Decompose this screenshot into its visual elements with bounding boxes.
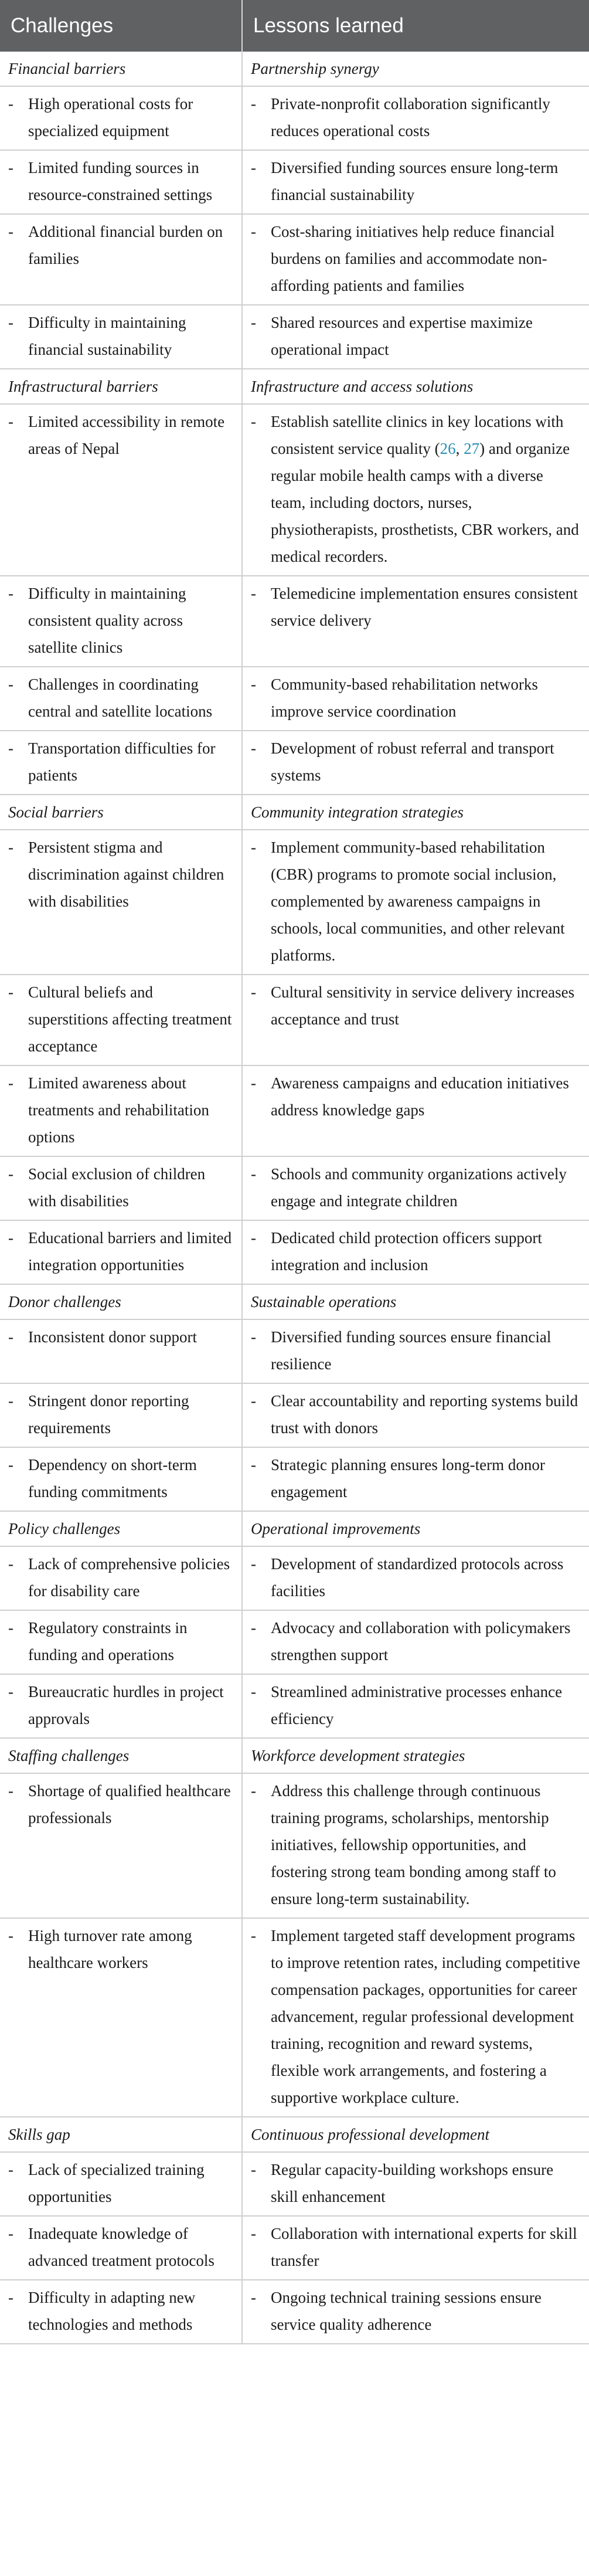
item-text: Development of robust referral and transport systems	[271, 739, 554, 784]
table-row	[0, 1065, 589, 1156]
item-dash: -	[251, 2289, 256, 2306]
table-row	[0, 576, 589, 667]
item-dash: -	[251, 413, 256, 430]
challenge-cell	[0, 576, 242, 667]
challenge-cell	[0, 667, 242, 731]
item-text: Bureaucratic hurdles in project approvals	[28, 1683, 224, 1727]
item-dash: -	[251, 1555, 256, 1573]
item-dash: -	[251, 585, 256, 602]
section-challenge-category: Infrastructural barriers	[0, 369, 242, 404]
list-item	[8, 580, 233, 661]
lesson-cell	[242, 1918, 589, 2117]
item-dash: -	[8, 159, 13, 177]
list-item	[251, 1323, 581, 1377]
list-item	[8, 1678, 233, 1732]
challenge-cell	[0, 1918, 242, 2117]
item-dash: -	[251, 1683, 256, 1701]
item-text: Private-nonprofit collaboration significantly reduces operational costs	[271, 95, 550, 140]
challenge-cell	[0, 2280, 242, 2344]
item-text: Regulatory constraints in funding and operations	[28, 1619, 188, 1664]
item-text: High turnover rate among healthcare workers	[28, 1927, 192, 1971]
item-dash: -	[8, 1683, 13, 1701]
list-item	[8, 979, 233, 1060]
list-item	[8, 408, 233, 462]
item-dash: -	[251, 839, 256, 856]
header-challenges: Challenges	[0, 0, 242, 52]
item-text: Advocacy and collaboration with policymakers strengthen support	[271, 1619, 571, 1664]
item-text: Difficulty in maintaining consistent quality across satellite clinics	[28, 585, 186, 656]
item-dash: -	[8, 314, 13, 331]
challenge-cell	[0, 1773, 242, 1918]
item-dash: -	[251, 1165, 256, 1183]
challenge-cell	[0, 305, 242, 369]
item-dash: -	[251, 1927, 256, 1944]
item-dash: -	[251, 2225, 256, 2242]
item-text: Additional financial burden on families	[28, 223, 223, 267]
list-item	[8, 2284, 233, 2338]
table-row	[0, 1610, 589, 1674]
item-text: Schools and community organizations actively engage and integrate children	[271, 1165, 567, 1210]
challenge-cell	[0, 2216, 242, 2280]
lesson-cell	[242, 1065, 589, 1156]
item-text: Persistent stigma and discrimination against children with disabilities	[28, 839, 224, 910]
list-item	[8, 1550, 233, 1604]
list-item	[251, 1614, 581, 1668]
lesson-cell	[242, 305, 589, 369]
challenge-cell	[0, 731, 242, 795]
list-item	[251, 834, 581, 969]
item-text: Limited awareness about treatments and rehabilitation options	[28, 1074, 209, 1146]
reference-link[interactable]: 26	[440, 440, 456, 457]
item-text: Educational barriers and limited integration opportunities	[28, 1229, 232, 1274]
challenge-cell	[0, 1610, 242, 1674]
list-item	[251, 580, 581, 634]
item-dash: -	[251, 1456, 256, 1474]
item-text: Cultural sensitivity in service delivery increases acceptance and trust	[271, 983, 575, 1028]
section-challenge-category: Policy challenges	[0, 1511, 242, 1546]
item-dash: -	[8, 983, 13, 1001]
item-dash: -	[251, 983, 256, 1001]
list-item	[8, 2156, 233, 2210]
lesson-cell	[242, 150, 589, 214]
lesson-cell	[242, 1319, 589, 1383]
item-dash: -	[8, 1392, 13, 1410]
section-header-row	[0, 1284, 589, 1319]
table-row	[0, 1447, 589, 1511]
challenge-cell	[0, 1383, 242, 1447]
item-text: Limited funding sources in resource-constrained settings	[28, 159, 213, 203]
item-dash: -	[8, 2289, 13, 2306]
item-text: Inconsistent donor support	[28, 1328, 197, 1346]
section-lesson-category: Continuous professional development	[242, 2117, 589, 2152]
section-challenge-category: Financial barriers	[0, 52, 242, 86]
table-row	[0, 404, 589, 576]
item-dash: -	[8, 1782, 13, 1800]
section-lesson-category: Workforce development strategies	[242, 1738, 589, 1773]
list-item	[8, 309, 233, 363]
list-item	[251, 1777, 581, 1912]
lesson-cell	[242, 1546, 589, 1610]
challenge-cell	[0, 86, 242, 150]
section-header-row	[0, 369, 589, 404]
table-row	[0, 2152, 589, 2216]
item-dash: -	[251, 2161, 256, 2178]
table-row	[0, 150, 589, 214]
challenge-cell	[0, 1065, 242, 1156]
item-text: Shortage of qualified healthcare professionals	[28, 1782, 231, 1827]
item-text: Difficulty in maintaining financial sustainability	[28, 314, 186, 358]
list-item	[251, 735, 581, 789]
item-text: Lack of comprehensive policies for disability care	[28, 1555, 230, 1600]
item-text: Telemedicine implementation ensures consistent service delivery	[271, 585, 578, 629]
section-lesson-category: Operational improvements	[242, 1511, 589, 1546]
item-text: Clear accountability and reporting systems build trust with donors	[271, 1392, 578, 1437]
item-dash: -	[251, 314, 256, 331]
item-dash: -	[251, 1074, 256, 1092]
table-row	[0, 1918, 589, 2117]
table-row	[0, 975, 589, 1065]
item-text: Lack of specialized training opportunities	[28, 2161, 205, 2205]
item-text: Limited accessibility in remote areas of Nepal	[28, 413, 225, 457]
table-row	[0, 1220, 589, 1284]
item-text: Implement community-based rehabilitation (CBR) programs to promote social inclusion, complemented by awareness campaigns in schools, local communities, and other relevant platforms.	[271, 839, 565, 964]
item-text: Diversified funding sources ensure financial resilience	[271, 1328, 551, 1373]
list-item	[8, 671, 233, 725]
list-item	[251, 154, 581, 208]
item-text	[271, 408, 581, 570]
item-text: Regular capacity-building workshops ensure skill enhancement	[271, 2161, 554, 2205]
item-dash: -	[8, 839, 13, 856]
section-lesson-category: Partnership synergy	[242, 52, 589, 86]
lesson-cell	[242, 404, 589, 576]
item-dash: -	[8, 1229, 13, 1247]
section-header-row	[0, 1511, 589, 1546]
challenge-cell	[0, 404, 242, 576]
reference-link[interactable]: 27	[464, 440, 480, 457]
table-row	[0, 1674, 589, 1738]
section-challenge-category: Social barriers	[0, 795, 242, 830]
section-challenge-category: Staffing challenges	[0, 1738, 242, 1773]
table-row	[0, 2216, 589, 2280]
item-text: Collaboration with international experts for skill transfer	[271, 2225, 577, 2269]
table-row	[0, 667, 589, 731]
table-row	[0, 731, 589, 795]
challenge-cell	[0, 1220, 242, 1284]
lesson-cell	[242, 214, 589, 305]
item-dash: -	[8, 1927, 13, 1944]
text-fragment: ) and organize regular mobile health camps with a diverse team, including doctors, nurses, physiotherapists, prosthetists, CBR workers, and medical recorders.	[271, 440, 579, 565]
challenge-cell	[0, 1447, 242, 1511]
lesson-cell	[242, 1610, 589, 1674]
challenge-cell	[0, 830, 242, 975]
list-item	[8, 2220, 233, 2274]
item-dash: -	[8, 2161, 13, 2178]
item-text: Ongoing technical training sessions ensure service quality adherence	[271, 2289, 542, 2333]
table-body	[0, 52, 589, 2344]
item-dash: -	[8, 676, 13, 693]
list-item	[251, 1160, 581, 1214]
item-text: High operational costs for specialized equipment	[28, 95, 193, 140]
challenge-cell	[0, 1546, 242, 1610]
section-lesson-category: Infrastructure and access solutions	[242, 369, 589, 404]
list-item	[8, 154, 233, 208]
table-row	[0, 214, 589, 305]
lesson-cell	[242, 1773, 589, 1918]
lesson-cell	[242, 1156, 589, 1220]
item-text: Transportation difficulties for patients	[28, 739, 216, 784]
table-row	[0, 1156, 589, 1220]
lesson-cell	[242, 667, 589, 731]
list-item	[251, 2156, 581, 2210]
lesson-cell	[242, 975, 589, 1065]
item-dash: -	[8, 223, 13, 240]
item-dash: -	[251, 159, 256, 177]
list-item	[251, 1387, 581, 1441]
item-text: Community-based rehabilitation networks improve service coordination	[271, 676, 538, 720]
section-challenge-category: Skills gap	[0, 2117, 242, 2152]
item-dash: -	[251, 223, 256, 240]
table-row	[0, 86, 589, 150]
list-item	[8, 1070, 233, 1150]
lesson-cell	[242, 1383, 589, 1447]
table-row	[0, 305, 589, 369]
item-text: Cost-sharing initiatives help reduce financial burdens on families and accommodate non-affording patients and families	[271, 223, 555, 294]
item-text: Development of standardized protocols across facilities	[271, 1555, 564, 1600]
item-text: Awareness campaigns and education initiatives address knowledge gaps	[271, 1074, 569, 1119]
item-dash: -	[8, 413, 13, 430]
item-dash: -	[251, 739, 256, 757]
table-row	[0, 1383, 589, 1447]
item-text: Cultural beliefs and superstitions affecting treatment acceptance	[28, 983, 232, 1055]
challenge-cell	[0, 214, 242, 305]
text-fragment: Establish satellite clinics in key locations with consistent service quality (	[271, 413, 564, 457]
lesson-cell	[242, 731, 589, 795]
item-dash: -	[251, 1619, 256, 1637]
list-item	[8, 1160, 233, 1214]
list-item	[8, 1387, 233, 1441]
item-dash: -	[8, 1328, 13, 1346]
challenge-cell	[0, 1319, 242, 1383]
item-dash: -	[8, 585, 13, 602]
section-lesson-category: Sustainable operations	[242, 1284, 589, 1319]
list-item	[251, 2220, 581, 2274]
list-item	[251, 408, 581, 570]
list-item	[8, 834, 233, 915]
list-item	[8, 1224, 233, 1278]
section-lesson-category: Community integration strategies	[242, 795, 589, 830]
section-header-row	[0, 2117, 589, 2152]
list-item	[8, 218, 233, 272]
table-header-row	[0, 0, 589, 52]
item-text: Stringent donor reporting requirements	[28, 1392, 189, 1437]
table-row	[0, 1546, 589, 1610]
list-item	[251, 1070, 581, 1124]
item-text: Challenges in coordinating central and satellite locations	[28, 676, 213, 720]
lesson-cell	[242, 576, 589, 667]
item-dash: -	[8, 95, 13, 113]
table-row	[0, 1773, 589, 1918]
item-text: Social exclusion of children with disabilities	[28, 1165, 206, 1210]
lesson-cell	[242, 1447, 589, 1511]
list-item	[251, 1550, 581, 1604]
lesson-cell	[242, 2280, 589, 2344]
item-text: Strategic planning ensures long-term donor engagement	[271, 1456, 545, 1501]
list-item	[8, 1323, 233, 1350]
item-text: Dependency on short-term funding commitments	[28, 1456, 197, 1501]
item-text: Inadequate knowledge of advanced treatment protocols	[28, 2225, 215, 2269]
challenge-cell	[0, 1156, 242, 1220]
list-item	[251, 1922, 581, 2111]
list-item	[251, 1451, 581, 1505]
lesson-cell	[242, 2216, 589, 2280]
challenge-cell	[0, 1674, 242, 1738]
item-dash: -	[251, 95, 256, 113]
item-text: Address this challenge through continuous training programs, scholarships, mentorship initiatives, fellowship opportunities, and fostering strong team bonding among staff to ensure long-term sustainability.	[271, 1782, 556, 1908]
table-row	[0, 830, 589, 975]
item-text: Difficulty in adapting new technologies and methods	[28, 2289, 196, 2333]
list-item	[251, 90, 581, 144]
list-item	[8, 1777, 233, 1831]
item-dash: -	[8, 1619, 13, 1637]
item-dash: -	[251, 676, 256, 693]
table-row	[0, 1319, 589, 1383]
lesson-cell	[242, 86, 589, 150]
section-header-row	[0, 1738, 589, 1773]
item-dash: -	[8, 1555, 13, 1573]
section-header-row	[0, 52, 589, 86]
list-item	[8, 1922, 233, 1976]
item-text: Dedicated child protection officers support integration and inclusion	[271, 1229, 542, 1274]
item-text: Diversified funding sources ensure long-term financial sustainability	[271, 159, 559, 203]
item-dash: -	[251, 1392, 256, 1410]
list-item	[251, 671, 581, 725]
challenge-cell	[0, 150, 242, 214]
lesson-cell	[242, 1220, 589, 1284]
header-lessons-learned: Lessons learned	[242, 0, 589, 52]
challenge-cell	[0, 2152, 242, 2216]
lesson-cell	[242, 1674, 589, 1738]
item-text: Implement targeted staff development programs to improve retention rates, including competitive compensation packages, opportunities for career advancement, regular professional development training, recognition and reward systems, flexible work arrangements, and fostering a supportive workplace culture.	[271, 1927, 580, 2106]
section-challenge-category: Donor challenges	[0, 1284, 242, 1319]
section-header-row	[0, 795, 589, 830]
list-item	[251, 979, 581, 1033]
item-text: Streamlined administrative processes enhance efficiency	[271, 1683, 563, 1727]
challenge-cell	[0, 975, 242, 1065]
item-dash: -	[8, 2225, 13, 2242]
list-item	[8, 735, 233, 789]
table-row	[0, 2280, 589, 2344]
item-text: Shared resources and expertise maximize operational impact	[271, 314, 533, 358]
item-dash: -	[251, 1229, 256, 1247]
lesson-cell	[242, 2152, 589, 2216]
item-dash: -	[8, 1165, 13, 1183]
item-dash: -	[8, 1074, 13, 1092]
list-item	[8, 1614, 233, 1668]
list-item	[251, 1678, 581, 1732]
list-item	[251, 1224, 581, 1278]
list-item	[251, 309, 581, 363]
item-dash: -	[251, 1328, 256, 1346]
text-fragment: ,	[455, 440, 464, 457]
item-dash: -	[251, 1782, 256, 1800]
list-item	[251, 218, 581, 299]
list-item	[8, 90, 233, 144]
lesson-cell	[242, 830, 589, 975]
item-dash: -	[8, 739, 13, 757]
list-item	[251, 2284, 581, 2338]
list-item	[8, 1451, 233, 1505]
item-dash: -	[8, 1456, 13, 1474]
